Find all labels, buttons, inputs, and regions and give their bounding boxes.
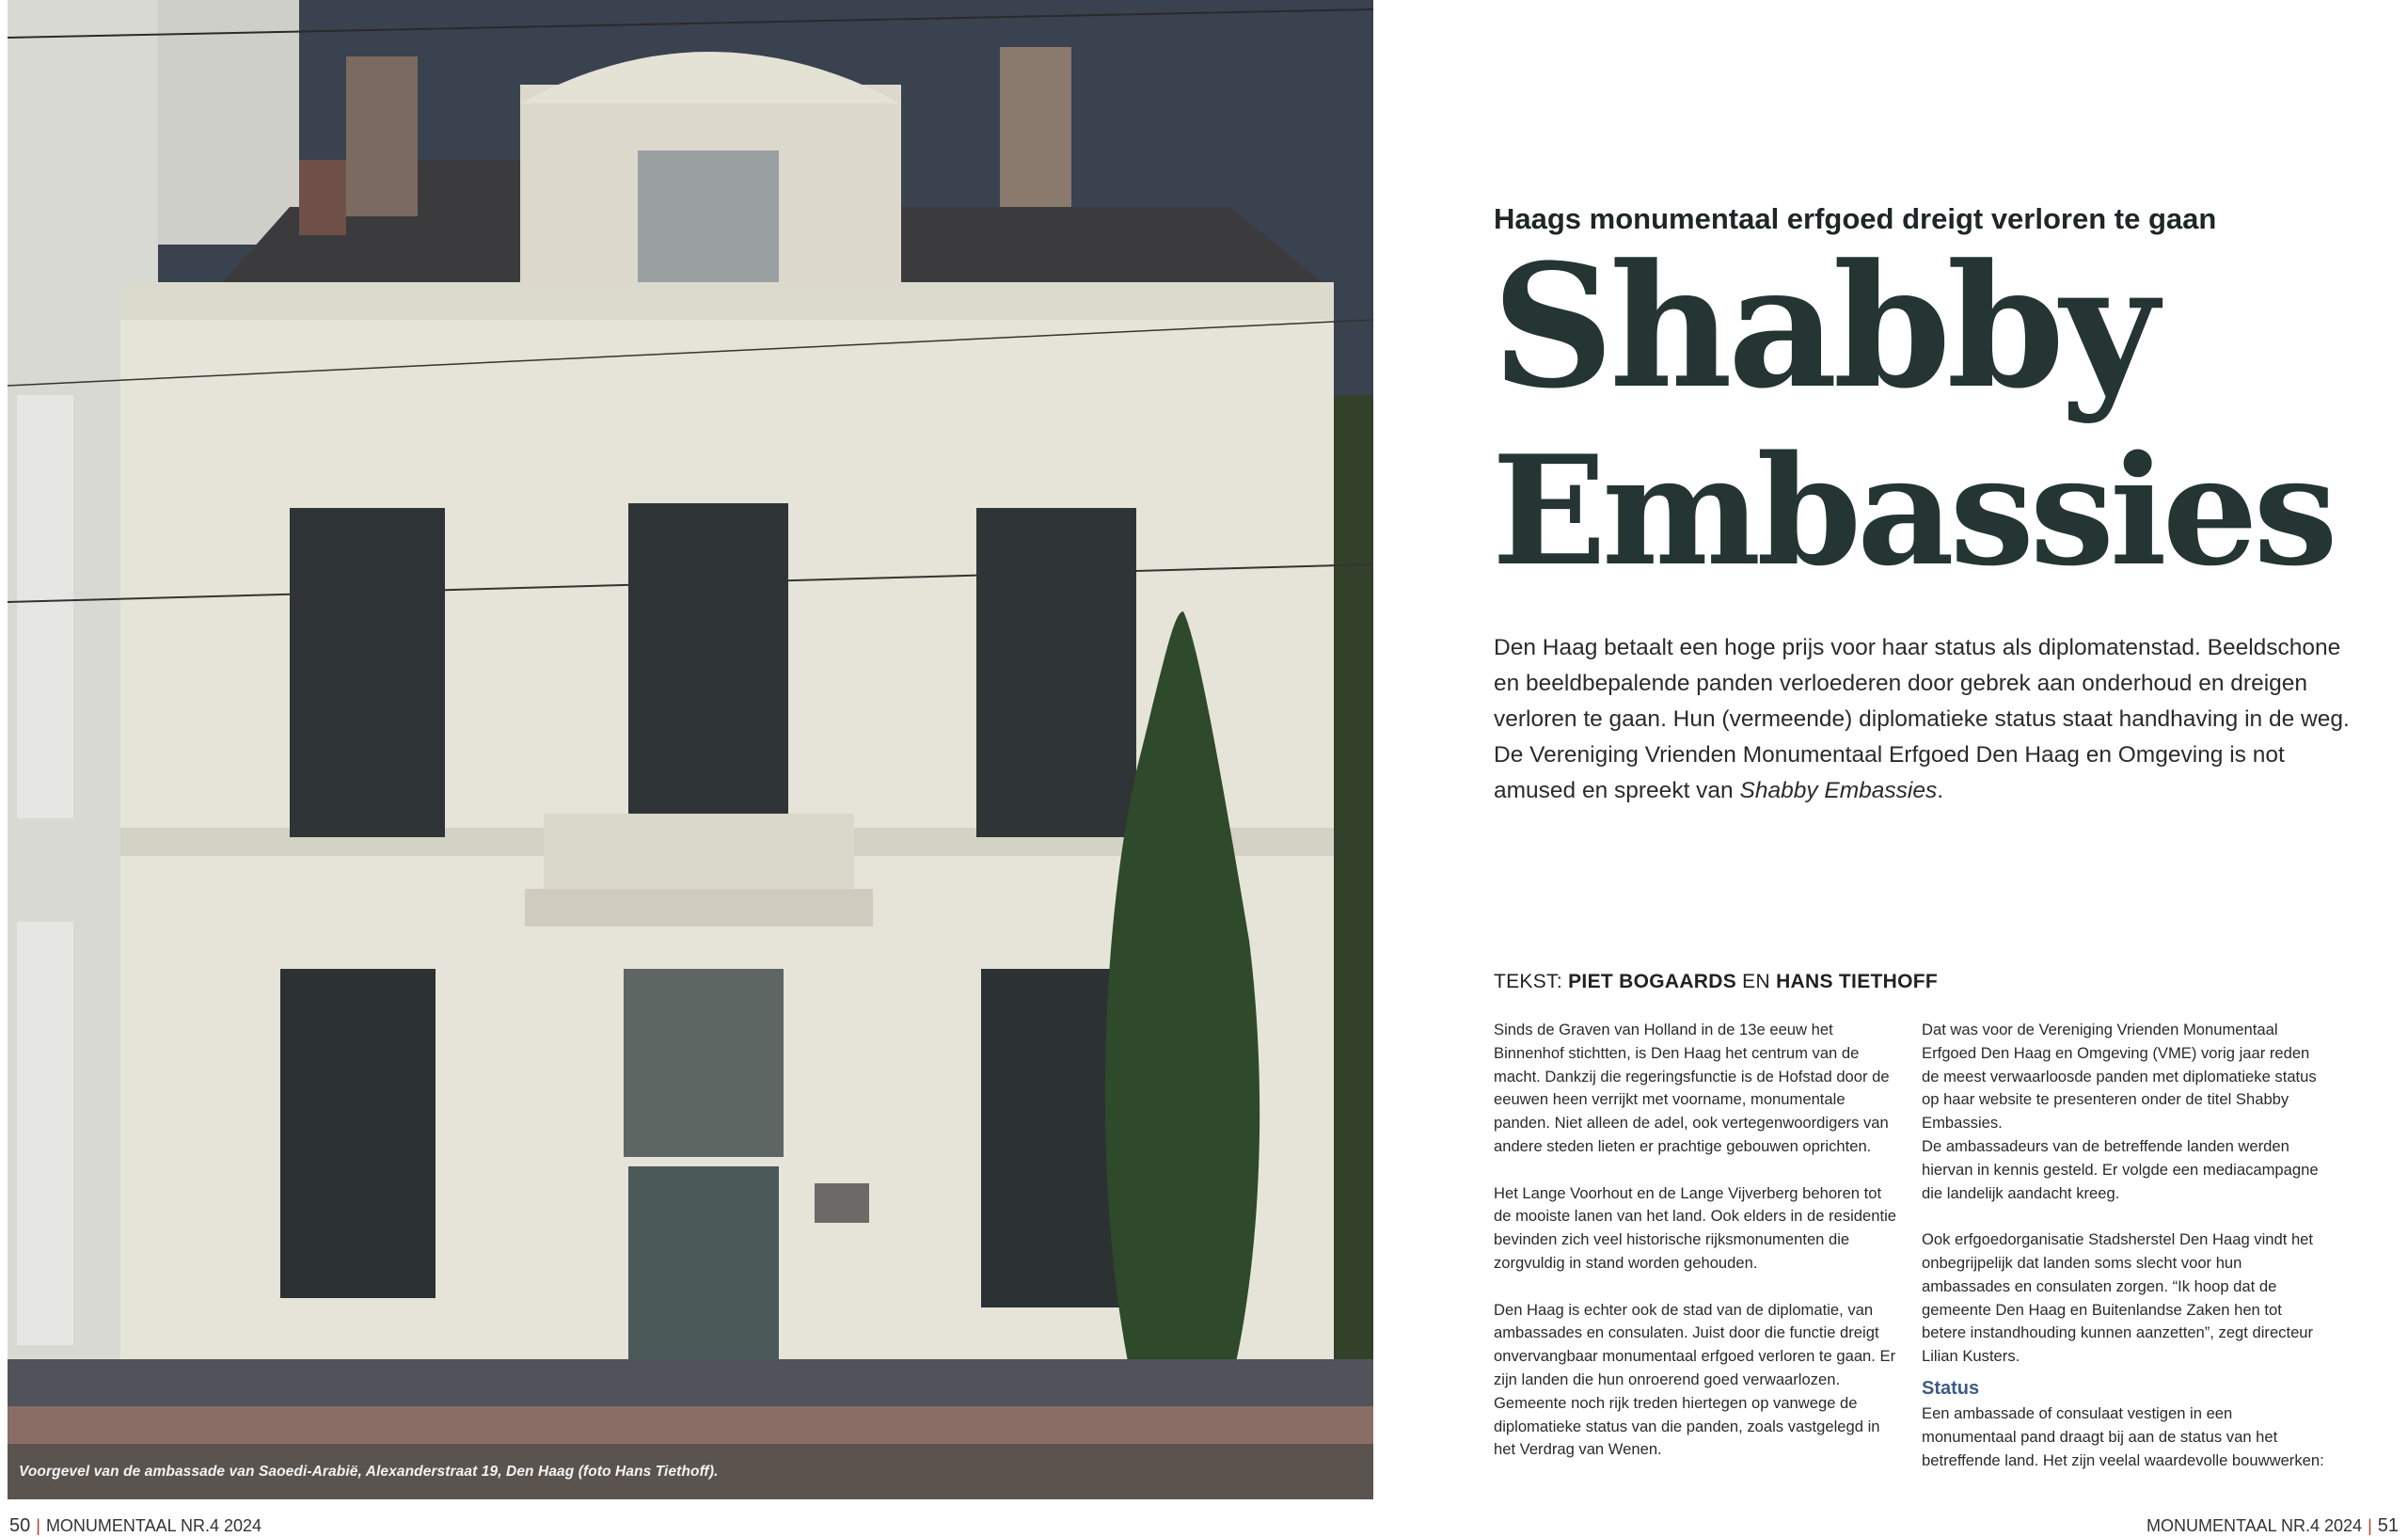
- intro-emphasis: Shabby Embassies: [1739, 778, 1938, 803]
- byline-prefix: TEKST:: [1494, 971, 1569, 992]
- footer-separator: |: [36, 1516, 40, 1535]
- body-column-1: [1494, 1019, 1898, 1485]
- byline-joiner: EN: [1736, 971, 1777, 992]
- photo-caption: Voorgevel van de ambassade van Saoedi-Arabië, Alexanderstraat 19, Den Haag (foto Hans Tiethoff).: [19, 1464, 719, 1480]
- body-column-2: [1922, 1019, 2326, 1496]
- body-paragraph: Ook erfgoedorganisatie Stadsherstel Den Haag vindt het onbegrijpelijk dat landen soms slecht voor hun ambassades en consulaten zorgen. “Ik hoop dat de gemeente Den Haag en Buitenlandse Zaken hen tot betere instandhouding kunnen aanzetten”, zegt directeur Lilian Kusters.: [1922, 1230, 2314, 1366]
- footer-magazine-right: MONUMENTAAL NR.4 2024: [2147, 1516, 2363, 1535]
- body-paragraph: De ambassadeurs van de betreffende landen werden hiervan in kennis gesteld. Er volgde een mediacampagne die landelijk aandacht kreeg.: [1922, 1136, 2319, 1202]
- article-intro: [1494, 630, 2359, 809]
- body-paragraph: Het Lange Voorhout en de Lange Vijverberg behoren tot de mooiste lanen van het land. Ook elders in de residentie bevinden zich veel historische rijksmonumenten die zorgvuldig in stand worden gehouden.: [1494, 1183, 1897, 1272]
- page-number-right: 51: [2377, 1515, 2399, 1536]
- article-title-line1: Shabby: [1492, 228, 2154, 426]
- footer-separator: |: [2368, 1516, 2372, 1535]
- body-paragraph: Dat was voor de Vereniging Vrienden Monumentaal Erfgoed Den Haag en Omgeving (VME) vorig jaar reden de meest verwaarloosde panden met diplomatieke status op haar website te presenteren onder de titel Shabby Embassies.: [1922, 1021, 2317, 1133]
- byline: [1494, 971, 1938, 993]
- footer-left: [9, 1515, 261, 1537]
- footer-magazine-left: MONUMENTAAL NR.4 2024: [45, 1516, 261, 1535]
- facade-photo: [8, 0, 1373, 1499]
- intro-text: Den Haag betaalt een hoge prijs voor haar status als diplomatenstad. Beeldschone en beeldbepalende panden verloederen door gebrek aan onderhoud en dreigen verloren te gaan. Hun (vermeende) diplomatieke status staat handhaving in de weg. De Vereniging Vrienden Monumentaal Erfgoed Den Haag en Omgeving is not amused en spreekt van: [1494, 635, 2350, 803]
- page-number-left: 50: [9, 1515, 31, 1536]
- byline-author-2: HANS TIETHOFF: [1776, 971, 1938, 992]
- byline-author-1: PIET BOGAARDS: [1568, 971, 1737, 992]
- body-paragraph: Den Haag is echter ook de stad van de diplomatie, van ambassades en consulaten. Juist door die functie dreigt onvervangbaar monumentaal erfgoed verloren te gaan. Er zijn landen die hun onroerend goed verwaarlozen. Gemeente noch rijk treden hiertegen op vanwege de diplomatieke status van die panden, zoals vastgelegd in het Verdrag van Wenen.: [1494, 1300, 1896, 1459]
- intro-end: .: [1937, 778, 1944, 803]
- article-kicker: Haags monumentaal erfgoed dreigt verloren te gaan: [1494, 202, 2217, 235]
- section-heading-status: Status: [1922, 1377, 1980, 1399]
- footer-right: [2147, 1515, 2399, 1537]
- article-title-line2: Embassies: [1492, 422, 2334, 599]
- body-paragraph: Sinds de Graven van Holland in de 13e eeuw het Binnenhof stichtten, is Den Haag het centrum van de macht. Dankzij die regeringsfunctie is de Hofstad door de eeuwen heen verrijkt met voorname, monumentale panden. Niet alleen de adel, ook vertegenwoordigers van andere steden lieten er prachtige gebouwen oprichten.: [1494, 1021, 1890, 1155]
- body-paragraph: Een ambassade of consulaat vestigen in een monumentaal pand draagt bij aan de status van het betreffende land. Het zijn veelal waardevolle bouwwerken:: [1922, 1403, 2324, 1469]
